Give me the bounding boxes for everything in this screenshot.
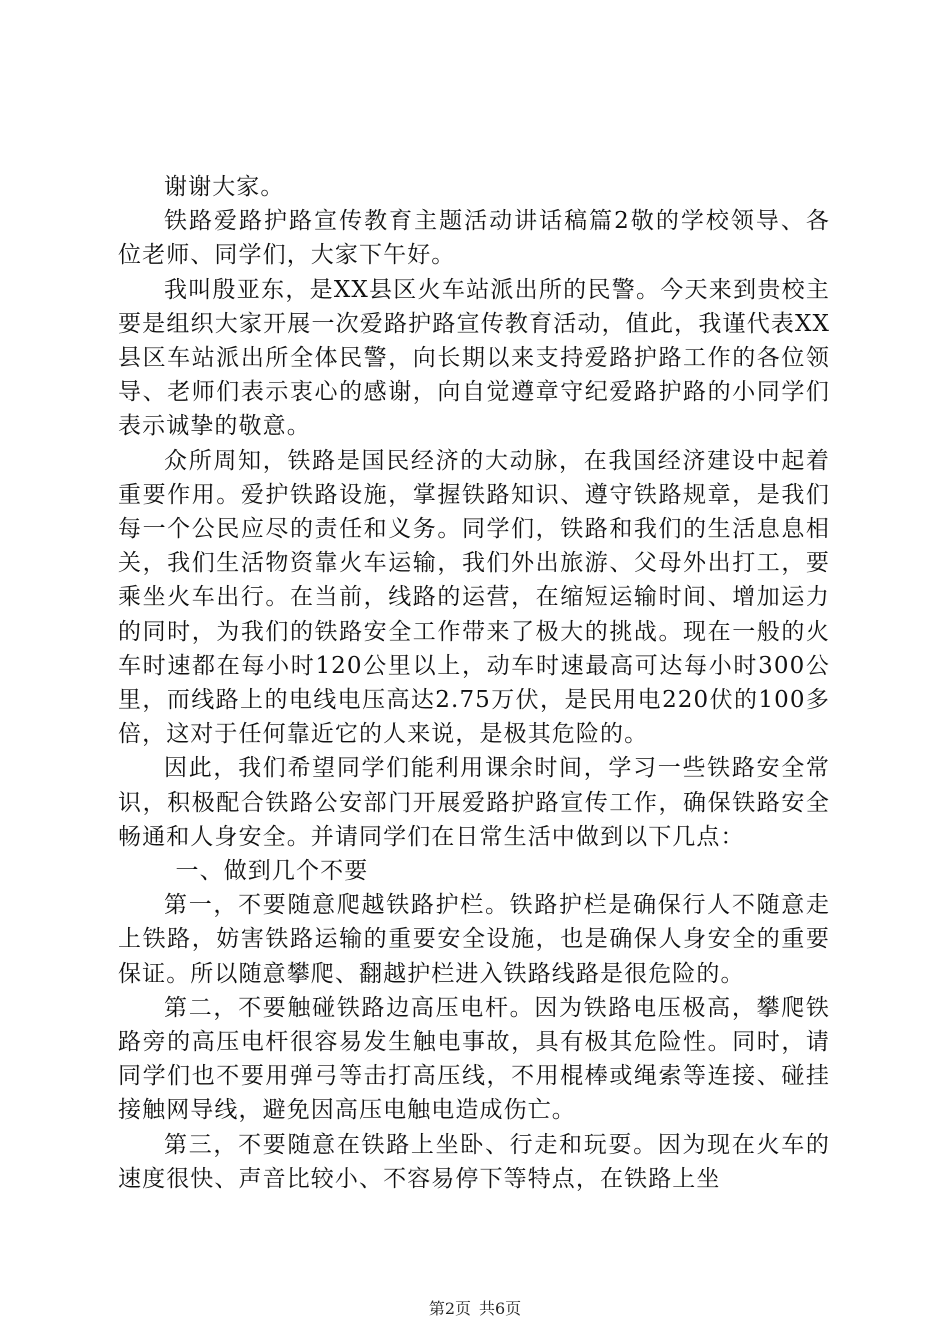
paragraph-rule-two: 第二，不要触碰铁路边高压电杆。因为铁路电压极高，攀爬铁路旁的高压电杆很容易发生触电事故，具有极其危险性。同时，请同学们也不要用弹弓等击打高压线，不用棍棒或绳索等连接、碰挂接触网导线，避免因高压电触电造成伤亡。	[118, 994, 830, 1124]
paragraph-request: 因此，我们希望同学们能利用课余时间，学习一些铁路安全常识，积极配合铁路公安部门开展爱路护路宣传工作，确保铁路安全畅通和人身安全。并请同学们在日常生活中做到以下几点：	[118, 755, 830, 850]
paragraph-rule-one: 第一，不要随意爬越铁路护栏。铁路护栏是确保行人不随意走上铁路，妨害铁路运输的重要安全设施，也是确保人身安全的重要保证。所以随意攀爬、翻越护栏进入铁路线路是很危险的。	[118, 892, 830, 987]
paragraph-speech-title: 铁路爱路护路宣传教育主题活动讲话稿篇2敬的学校领导、各位老师、同学们，大家下午好。	[118, 208, 830, 269]
paragraph-introduction: 我叫殷亚东，是XX县区火车站派出所的民警。今天来到贵校主要是组织大家开展一次爱路护路宣传教育活动，值此，我谨代表XX县区车站派出所全体民警，向长期以来支持爱路护路工作的各位领导、老师们表示衷心的感谢，向自觉遵章守纪爱路护路的小同学们表示诚挚的敬意。	[118, 276, 830, 440]
paragraph-railway-importance: 众所周知，铁路是国民经济的大动脉，在我国经济建设中起着重要作用。爱护铁路设施，掌握铁路知识、遵守铁路规章，是我们每一个公民应尽的责任和义务。同学们，铁路和我们的生活息息相关，我们生活物资靠火车运输，我们外出旅游、父母外出打工，要乘坐火车出行。在当前，线路的运营，在缩短运输时间、增加运力的同时，为我们的铁路安全工作带来了极大的挑战。现在一般的火车时速都在每小时120公里以上，动车时速最高可达每小时300公里，而线路上的电线电压高达2.75万伏，是民用电220伏的100多倍，这对于任何靠近它的人来说，是极其危险的。	[118, 447, 830, 748]
page-total: 共6页	[479, 1299, 522, 1318]
page-footer	[0, 1299, 950, 1319]
paragraph-rule-three: 第三，不要随意在铁路上坐卧、行走和玩耍。因为现在火车的速度很快、声音比较小、不容易停下等特点，在铁路上坐	[118, 1131, 830, 1192]
paragraph-thanks: 谢谢大家。	[164, 174, 285, 200]
document-body	[118, 170, 830, 1196]
page-number: 第2页	[428, 1299, 471, 1318]
section-heading: 一、做到几个不要	[175, 858, 369, 885]
